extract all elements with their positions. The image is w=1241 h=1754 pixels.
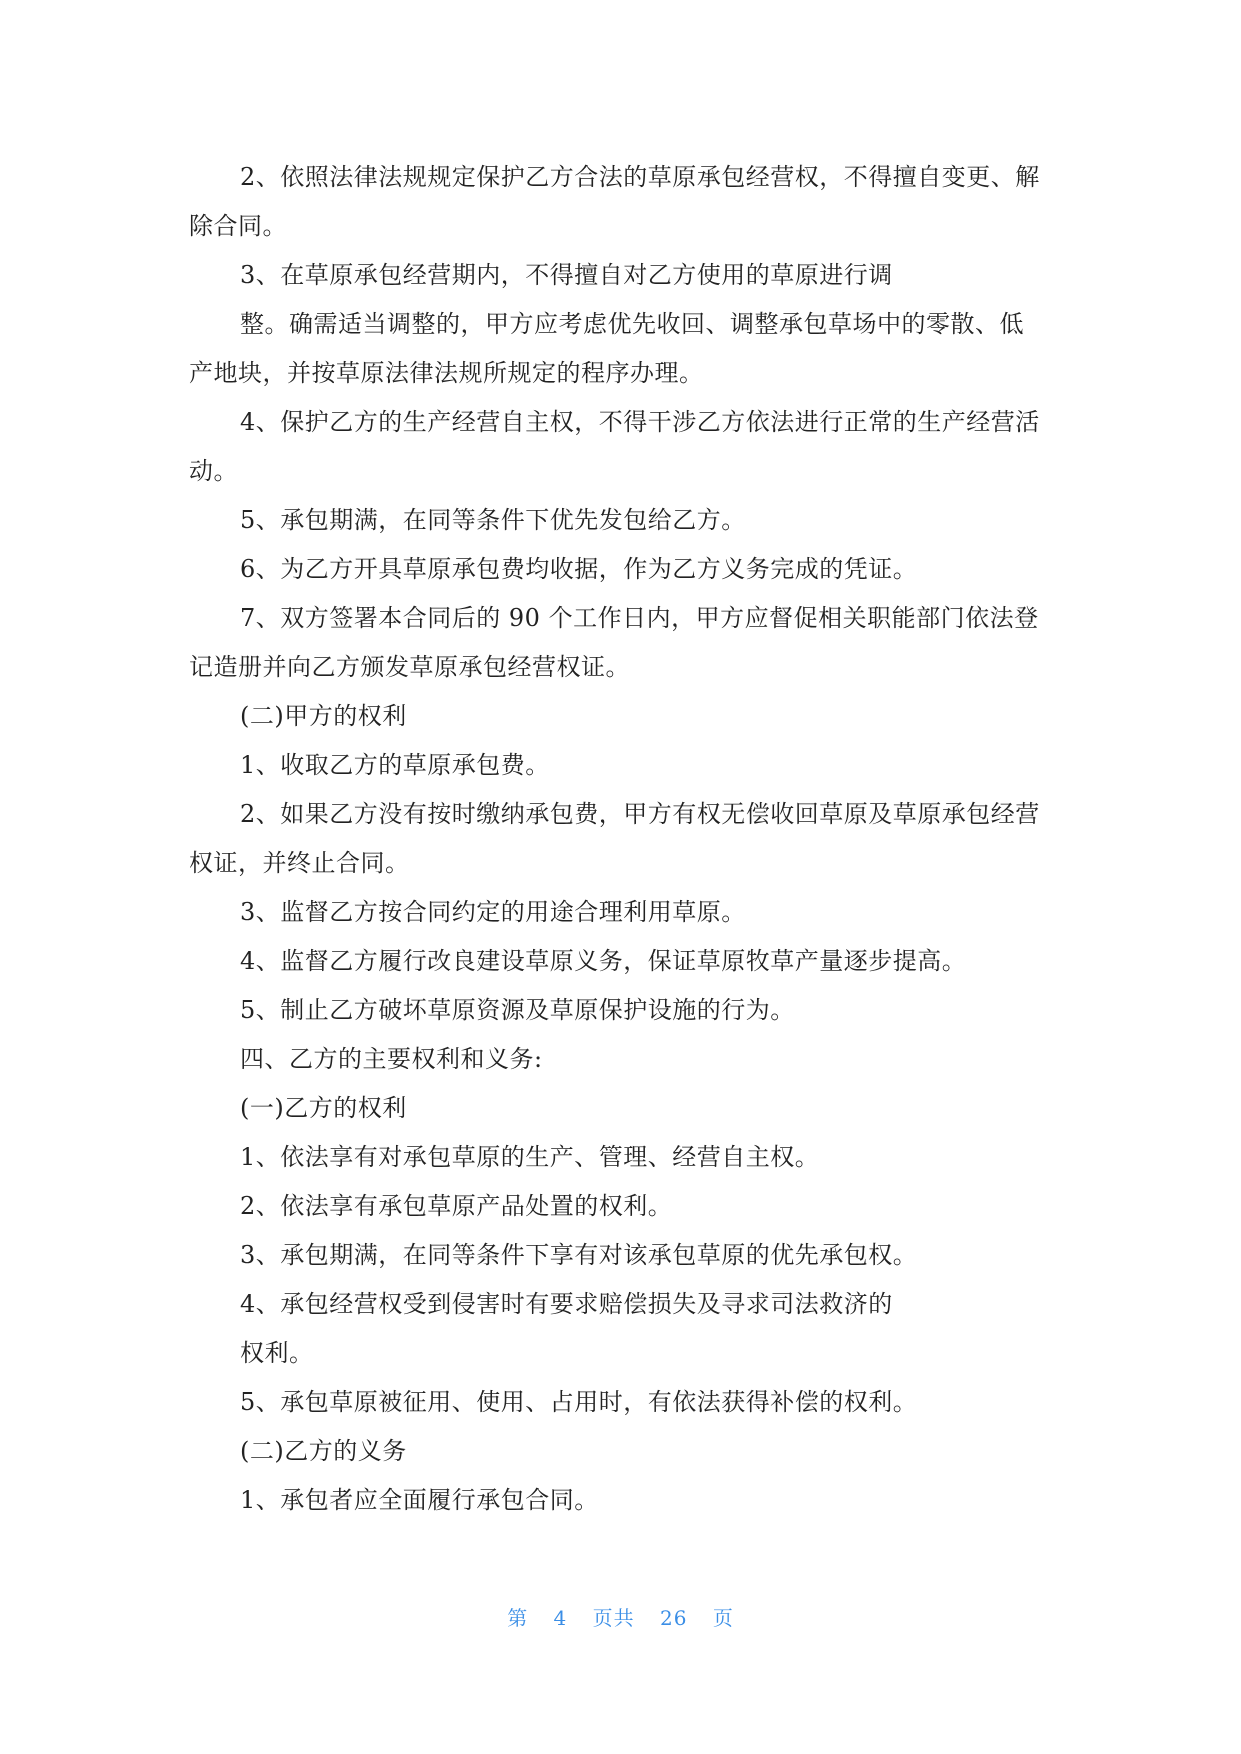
paragraph-line: 权证，并终止合同。 (189, 849, 410, 877)
paragraph-line: 1、依法享有对承包草原的生产、管理、经营自主权。 (240, 1143, 820, 1171)
paragraph-line: 3、承包期满，在同等条件下享有对该承包草原的优先承包权。 (240, 1241, 918, 1269)
paragraph-line: 2、依法享有承包草原产品处置的权利。 (240, 1192, 673, 1220)
paragraph-line: 产地块，并按草原法律法规所规定的程序办理。 (189, 359, 704, 387)
paragraph-line: 4、承包经营权受到侵害时有要求赔偿损失及寻求司法救济的 (240, 1290, 893, 1318)
footer-prefix: 第 (507, 1606, 529, 1630)
paragraph-line: 记造册并向乙方颁发草原承包经营权证。 (189, 653, 630, 681)
section-heading: (二)甲方的权利 (240, 702, 407, 730)
section-heading: 四、乙方的主要权利和义务: (240, 1045, 543, 1073)
current-page-number: 4 (553, 1606, 568, 1630)
paragraph-line: 5、制止乙方破坏草原资源及草原保护设施的行为。 (240, 996, 795, 1024)
paragraph-line: 1、收取乙方的草原承包费。 (240, 751, 550, 779)
paragraph-line: 3、在草原承包经营期内，不得擅自对乙方使用的草原进行调 (240, 261, 893, 289)
footer-suffix: 页 (712, 1606, 734, 1630)
paragraph-line: 5、承包草原被征用、使用、占用时，有依法获得补偿的权利。 (240, 1388, 918, 1416)
page-footer (0, 1604, 1241, 1632)
paragraph-line: 3、监督乙方按合同约定的用途合理利用草原。 (240, 898, 746, 926)
paragraph-line: 2、如果乙方没有按时缴纳承包费，甲方有权无偿收回草原及草原承包经营 (240, 800, 1040, 828)
paragraph-line: 权利。 (240, 1339, 314, 1367)
paragraph-line: 7、双方签署本合同后的 90 个工作日内，甲方应督促相关职能部门依法登 (240, 604, 1039, 632)
paragraph-line: 1、承包者应全面履行承包合同。 (240, 1486, 599, 1514)
paragraph-line: 整。确需适当调整的，甲方应考虑优先收回、调整承包草场中的零散、低 (240, 310, 1024, 338)
section-heading: (二)乙方的义务 (240, 1437, 407, 1465)
paragraph-line: 除合同。 (189, 212, 287, 240)
paragraph-line: 5、承包期满，在同等条件下优先发包给乙方。 (240, 506, 746, 534)
paragraph-line: 2、依照法律法规规定保护乙方合法的草原承包经营权，不得擅自变更、解 (240, 163, 1040, 191)
paragraph-line: 6、为乙方开具草原承包费均收据，作为乙方义务完成的凭证。 (240, 555, 918, 583)
paragraph-line: 动。 (189, 457, 238, 485)
section-heading: (一)乙方的权利 (240, 1094, 407, 1122)
total-page-count: 26 (660, 1606, 688, 1630)
footer-middle: 页共 (592, 1606, 635, 1630)
paragraph-line: 4、监督乙方履行改良建设草原义务，保证草原牧草产量逐步提高。 (240, 947, 967, 975)
paragraph-line: 4、保护乙方的生产经营自主权，不得干涉乙方依法进行正常的生产经营活 (240, 408, 1040, 436)
